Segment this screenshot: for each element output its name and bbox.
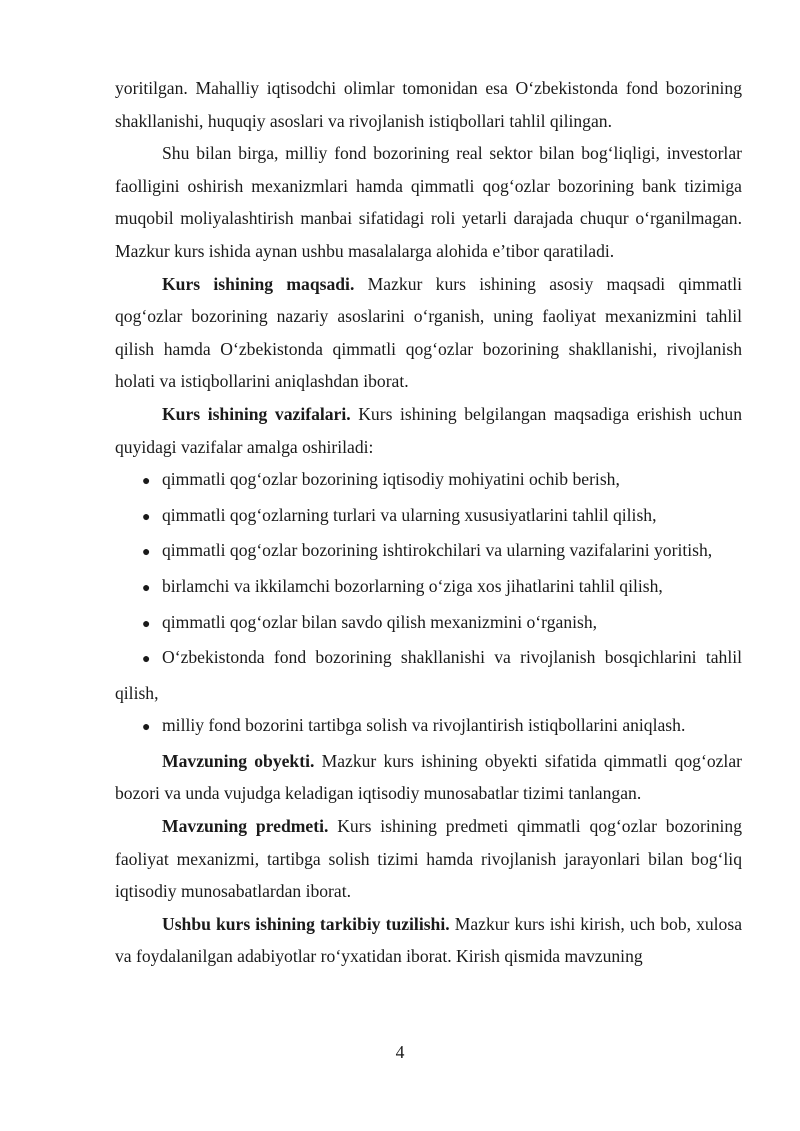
- goal-text: Mazkur kurs ishining asosiy maqsadi qimmatli qog‘ozlar bozorining nazariy asoslarini o‘rganish, uning faoliyat mexanizmini tahlil qilish hamda O‘zbekistonda qimmatli qog‘ozlar bozorining shakllanishi, rivojlanish holati va istiqbollarini aniqlashdan iborat.: [115, 273, 742, 392]
- goal-heading: Kurs ishining maqsadi.: [162, 273, 355, 294]
- list-item: [115, 463, 742, 499]
- task-text: birlamchi va ikkilamchi bozorlarning o‘ziga xos jihatlarini tahlil qilish,: [162, 575, 663, 596]
- bullet-icon: ●: [142, 616, 151, 632]
- object-text: Mazkur kurs ishining obyekti sifatida qimmatli qog‘ozlar bozori va unda vujudga keladigan iqtisodiy munosabatlar tizimi tanlangan.: [115, 750, 742, 804]
- paragraph-subject: [115, 810, 742, 908]
- paragraph-tasks: [115, 398, 742, 463]
- document-page: [115, 72, 742, 973]
- structure-heading: Ushbu kurs ishining tarkibiy tuzilishi.: [162, 913, 450, 934]
- task-text: qimmatli qog‘ozlarning turlari va ularning xususiyatlarini tahlil qilish,: [162, 504, 657, 525]
- list-item: [115, 606, 742, 642]
- object-heading: Mavzuning obyekti.: [162, 750, 315, 771]
- list-item: [115, 534, 742, 570]
- tasks-heading: Kurs ishining vazifalari.: [162, 403, 351, 424]
- task-text: qimmatli qog‘ozlar bozorining ishtirokchilari va ularning vazifalarini yoritish,: [162, 540, 713, 561]
- tasks-list: [115, 463, 742, 745]
- bullet-icon: ●: [142, 652, 151, 668]
- list-item: [115, 641, 742, 709]
- bullet-icon: ●: [142, 474, 151, 490]
- paragraph-literature-review-end: yoritilgan. Mahalliy iqtisodchi olimlar tomonidan esa O‘zbekistonda fond bozorining shakllanishi, huquqiy asoslari va rivojlanish istiqbollari tahlil qilingan.: [115, 78, 742, 131]
- subject-heading: Mavzuning predmeti.: [162, 816, 329, 837]
- bullet-icon: ●: [142, 720, 151, 736]
- subject-text: Kurs ishining predmeti qimmatli qog‘ozlar bozorining faoliyat mexanizmi, tartibga solish tizimi hamda rivojlanish jarayonlari bilan bog‘liq iqtisodiy munosabatlardan iborat.: [115, 816, 742, 902]
- bullet-icon: ●: [142, 580, 151, 596]
- task-text: O‘zbekistonda fond bozorining shakllanishi va rivojlanish bosqichlarini tahlil qilish,: [115, 647, 742, 703]
- list-item: [115, 570, 742, 606]
- paragraph-goal: [115, 268, 742, 398]
- bullet-icon: ●: [142, 509, 151, 525]
- page-number: 4: [395, 1042, 405, 1062]
- bullet-icon: ●: [142, 545, 151, 561]
- paragraph-object: [115, 745, 742, 810]
- paragraph-structure: [115, 908, 742, 973]
- list-item: [115, 499, 742, 535]
- structure-text: Mazkur kurs ishi kirish, uch bob, xulosa va foydalanilgan adabiyotlar ro‘yxatidan iborat. Kirish qismida mavzuning: [115, 913, 743, 967]
- tasks-intro-text: Kurs ishining belgilangan maqsadiga erishish uchun quyidagi vazifalar amalga oshiriladi:: [115, 403, 743, 457]
- paragraph-research-gap: Shu bilan birga, milliy fond bozorining real sektor bilan bog‘liqligi, investorlar faolligini oshirish mexanizmlari hamda qimmatli qog‘ozlar bozorining bank tizimiga muqobil moliyalashtirish manbai sifatidagi roli yetarli darajada chuqur o‘rganilmagan. Mazkur kurs ishida aynan ushbu masalalarga alohida e’tibor qaratiladi.: [115, 143, 742, 261]
- task-text: qimmatli qog‘ozlar bozorining iqtisodiy mohiyatini ochib berish,: [162, 469, 620, 490]
- task-text: qimmatli qog‘ozlar bilan savdo qilish mexanizmini o‘rganish,: [162, 611, 598, 632]
- task-text: milliy fond bozorini tartibga solish va rivojlantirish istiqbollarini aniqlash.: [162, 715, 686, 736]
- list-item: [115, 709, 742, 745]
